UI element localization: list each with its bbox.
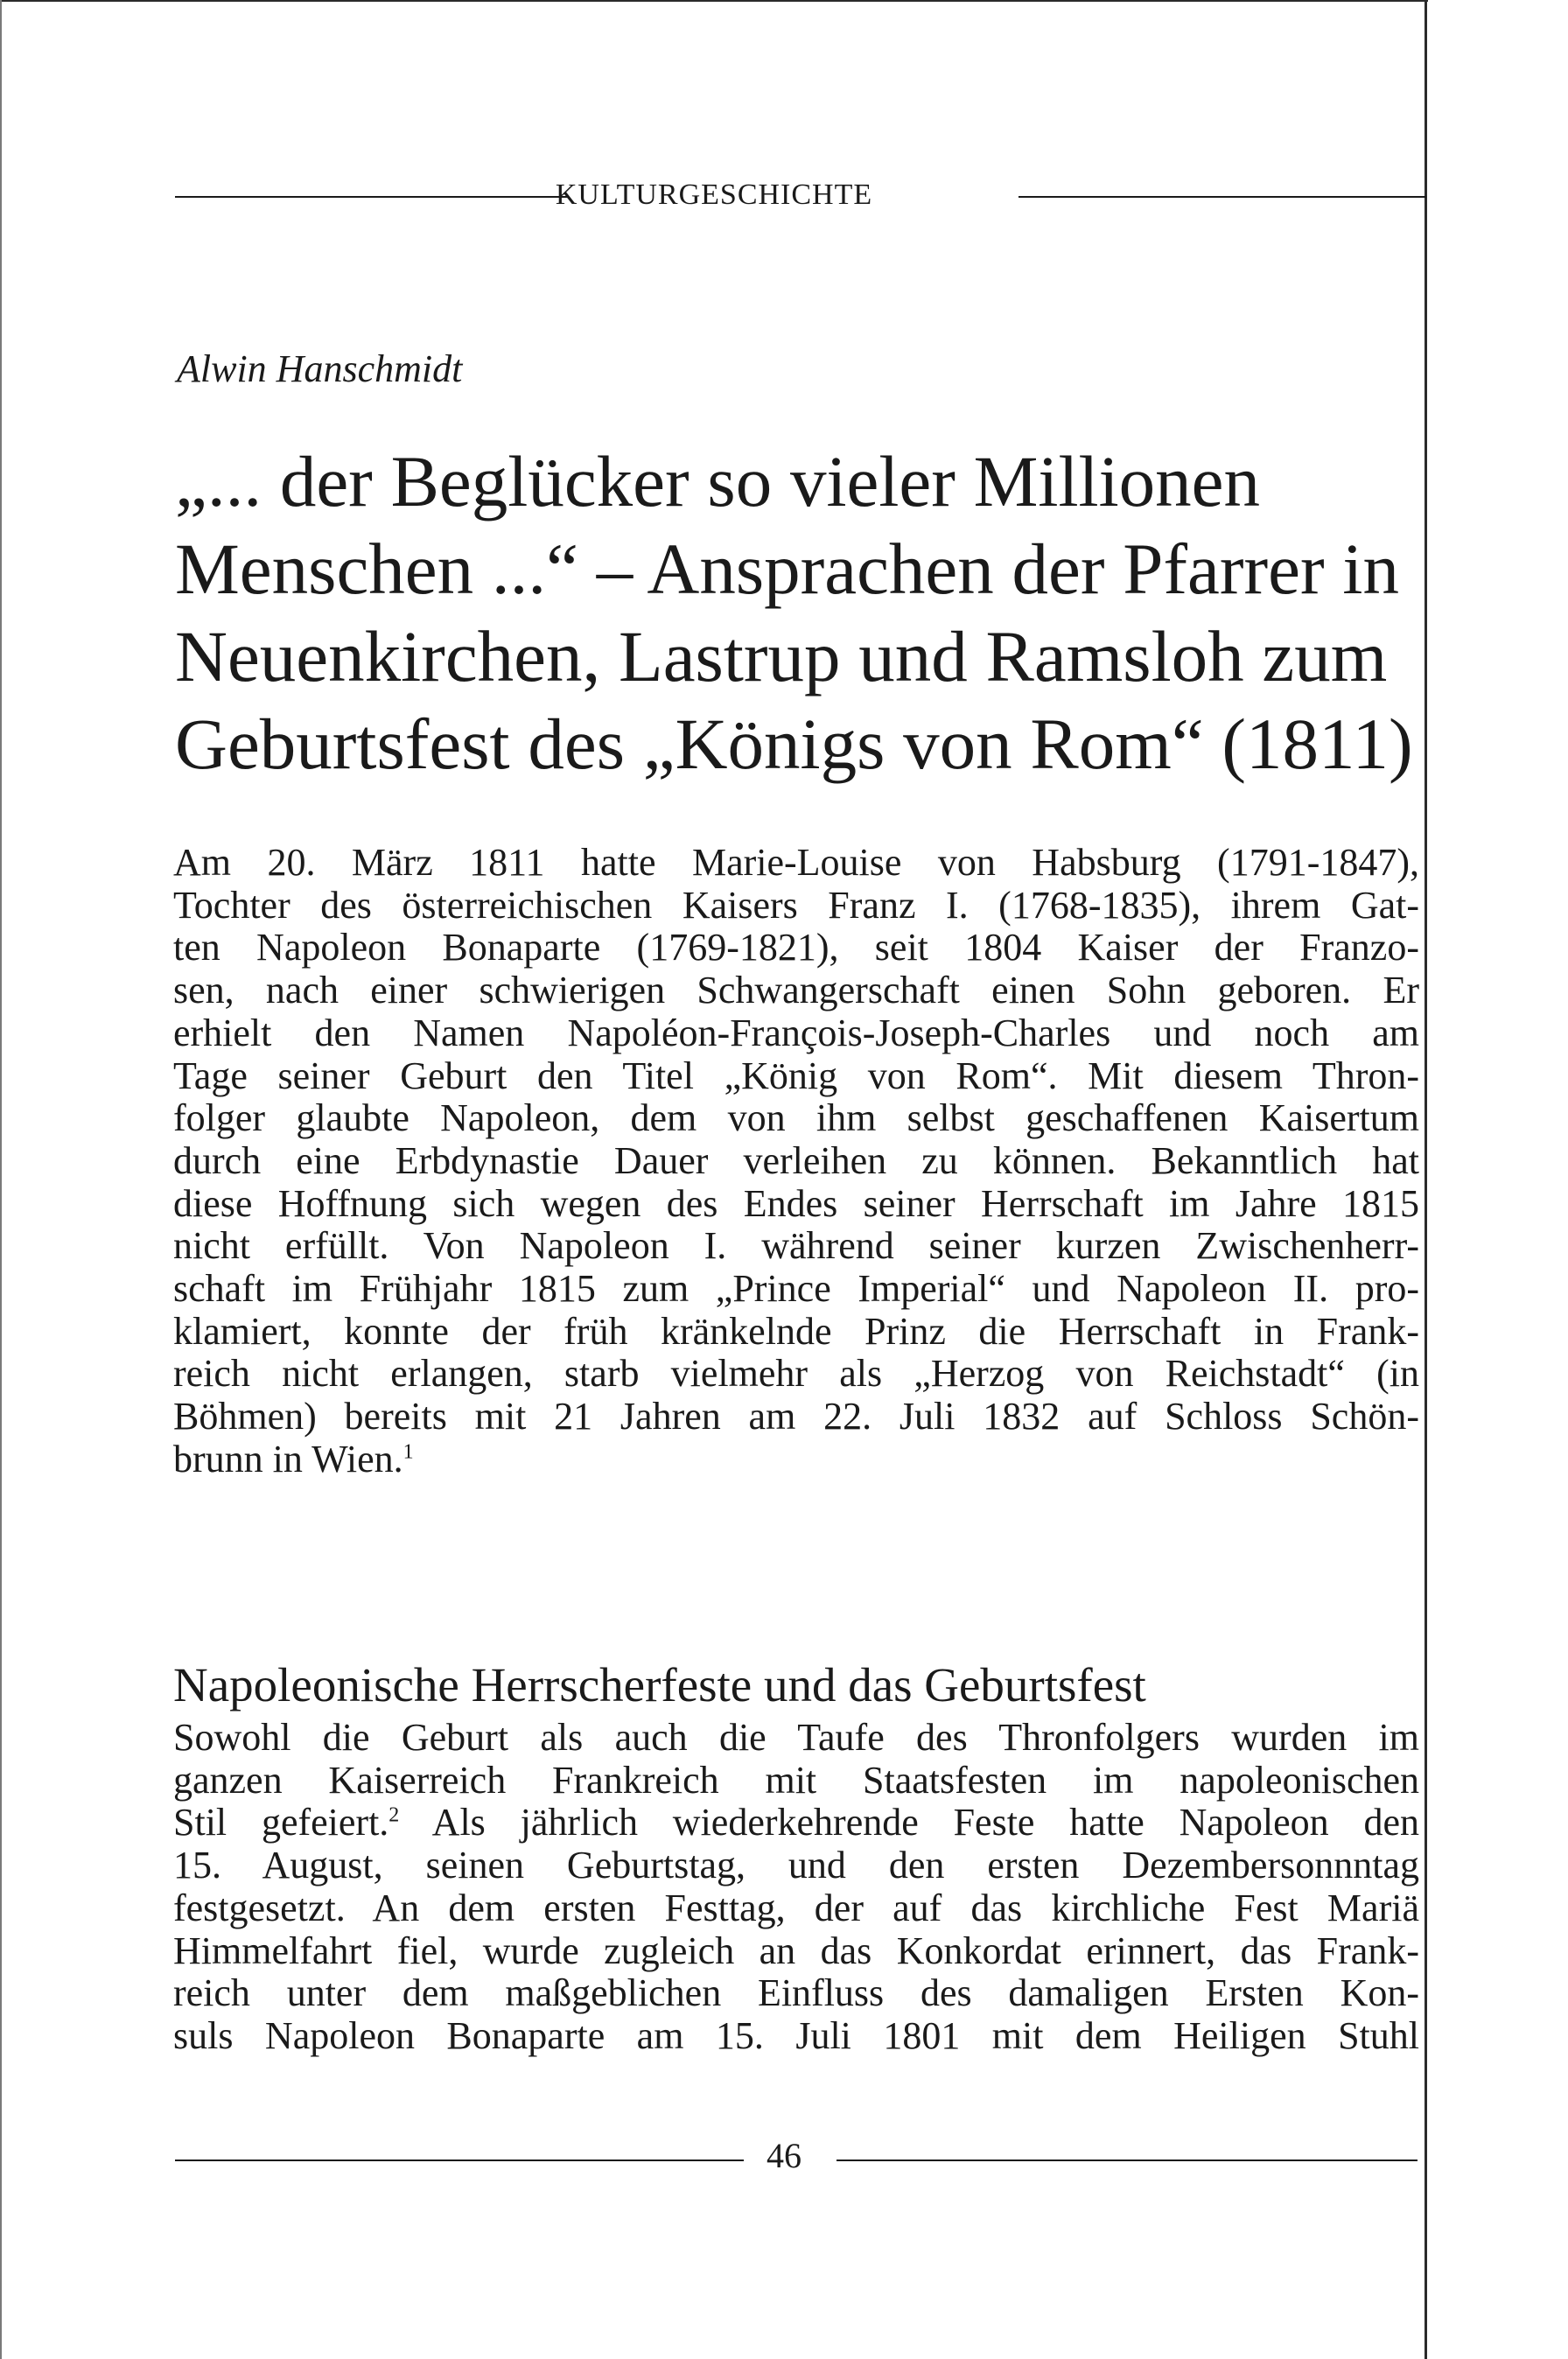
text-line: Am 20. März 1811 hatte Marie-Louise von Habsburg (1791-1847),	[173, 841, 1419, 884]
title-line: „... der Beglücker so vieler Millionen	[175, 441, 1261, 522]
text-line: ganzen Kaiserreich Frankreich mit Staatsfesten im napoleonischen	[173, 1758, 1419, 1802]
intro-paragraph	[173, 842, 1419, 1481]
text-line: durch eine Erbdynastie Dauer verleihen zu können. Bekanntlich hat	[173, 1138, 1419, 1182]
title-line: Menschen ...“ – Ansprachen der Pfarrer in	[175, 528, 1399, 609]
page-edge-left	[0, 0, 2, 2359]
text-run: Als jährlich wiederkehrende Feste hatte Napoleon den	[399, 1801, 1419, 1844]
running-head-rule-right	[1018, 196, 1426, 198]
section-heading: Napoleonische Herrscherfeste und das Geburtsfest	[173, 1658, 1146, 1712]
text-run: brunn in Wien.	[173, 1437, 403, 1480]
text-line: folger glaubte Napoleon, dem von ihm selbst geschaffenen Kaisertum	[173, 1096, 1419, 1140]
text-line: Tochter des österreichischen Kaisers Franz I. (1768-1835), ihrem Gat-	[173, 883, 1419, 927]
title-line: Neuenkirchen, Lastrup und Ramsloh zum	[175, 616, 1388, 696]
footnote-marker: 1	[402, 1440, 414, 1464]
text-line: schaft im Frühjahr 1815 zum „Prince Imperial“ und Napoleon II. pro-	[173, 1267, 1419, 1311]
text-line: Sowohl die Geburt als auch die Taufe des Thronfolgers wurden im	[173, 1716, 1419, 1759]
text-line	[173, 1438, 1419, 1481]
page-number: 46	[766, 2136, 802, 2175]
text-run: Stil gefeiert.	[173, 1801, 389, 1844]
text-line: erhielt den Namen Napoléon-François-Joseph-Charles und noch am	[173, 1011, 1419, 1054]
text-line: Tage seiner Geburt den Titel „König von Rom“. Mit diesem Thron-	[173, 1054, 1419, 1097]
text-line: suls Napoleon Bonaparte am 15. Juli 1801 mit dem Heiligen Stuhl	[173, 2013, 1419, 2057]
text-line	[173, 1802, 1419, 1844]
section-paragraph	[173, 1717, 1419, 2058]
text-line: sen, nach einer schwierigen Schwangerschaft einen Sohn geboren. Er	[173, 969, 1419, 1012]
text-line: klamiert, konnte der früh kränkelnde Prinz die Herrschaft in Frank-	[173, 1309, 1419, 1353]
footnote-marker: 2	[388, 1803, 400, 1827]
author-name: Alwin Hanschmidt	[177, 347, 463, 390]
page-edge-right	[1424, 0, 1427, 2359]
text-line: diese Hoffnung sich wegen des Endes seiner Herrschaft im Jahre 1815	[173, 1181, 1419, 1225]
footer-rule-right	[836, 2160, 1418, 2161]
title-line: Geburtsfest des „Königs von Rom“ (1811)	[175, 704, 1413, 784]
running-head: KULTURGESCHICHTE	[555, 178, 873, 211]
text-line: festgesetzt. An dem ersten Festtag, der auf das kirchliche Fest Mariä	[173, 1886, 1419, 1929]
article-title	[175, 438, 1418, 788]
text-line: ten Napoleon Bonaparte (1769-1821), seit 1804 Kaiser der Franzo-	[173, 926, 1419, 970]
page-edge-top	[0, 0, 1428, 2]
text-line: Himmelfahrt fiel, wurde zugleich an das Konkordat erinnert, das Frank-	[173, 1928, 1419, 1972]
text-line: nicht erfüllt. Von Napoleon I. während seiner kurzen Zwischenherr-	[173, 1224, 1419, 1268]
text-line: 15. August, seinen Geburtstag, und den ersten Dezembersonnntag	[173, 1844, 1419, 1887]
text-line: reich nicht erlangen, starb vielmehr als „Herzog von Reichstadt“ (in	[173, 1352, 1419, 1396]
text-line: Böhmen) bereits mit 21 Jahren am 22. Juli 1832 auf Schloss Schön-	[173, 1395, 1419, 1438]
text-line: reich unter dem maßgeblichen Einfluss des damaligen Ersten Kon-	[173, 1971, 1419, 2015]
